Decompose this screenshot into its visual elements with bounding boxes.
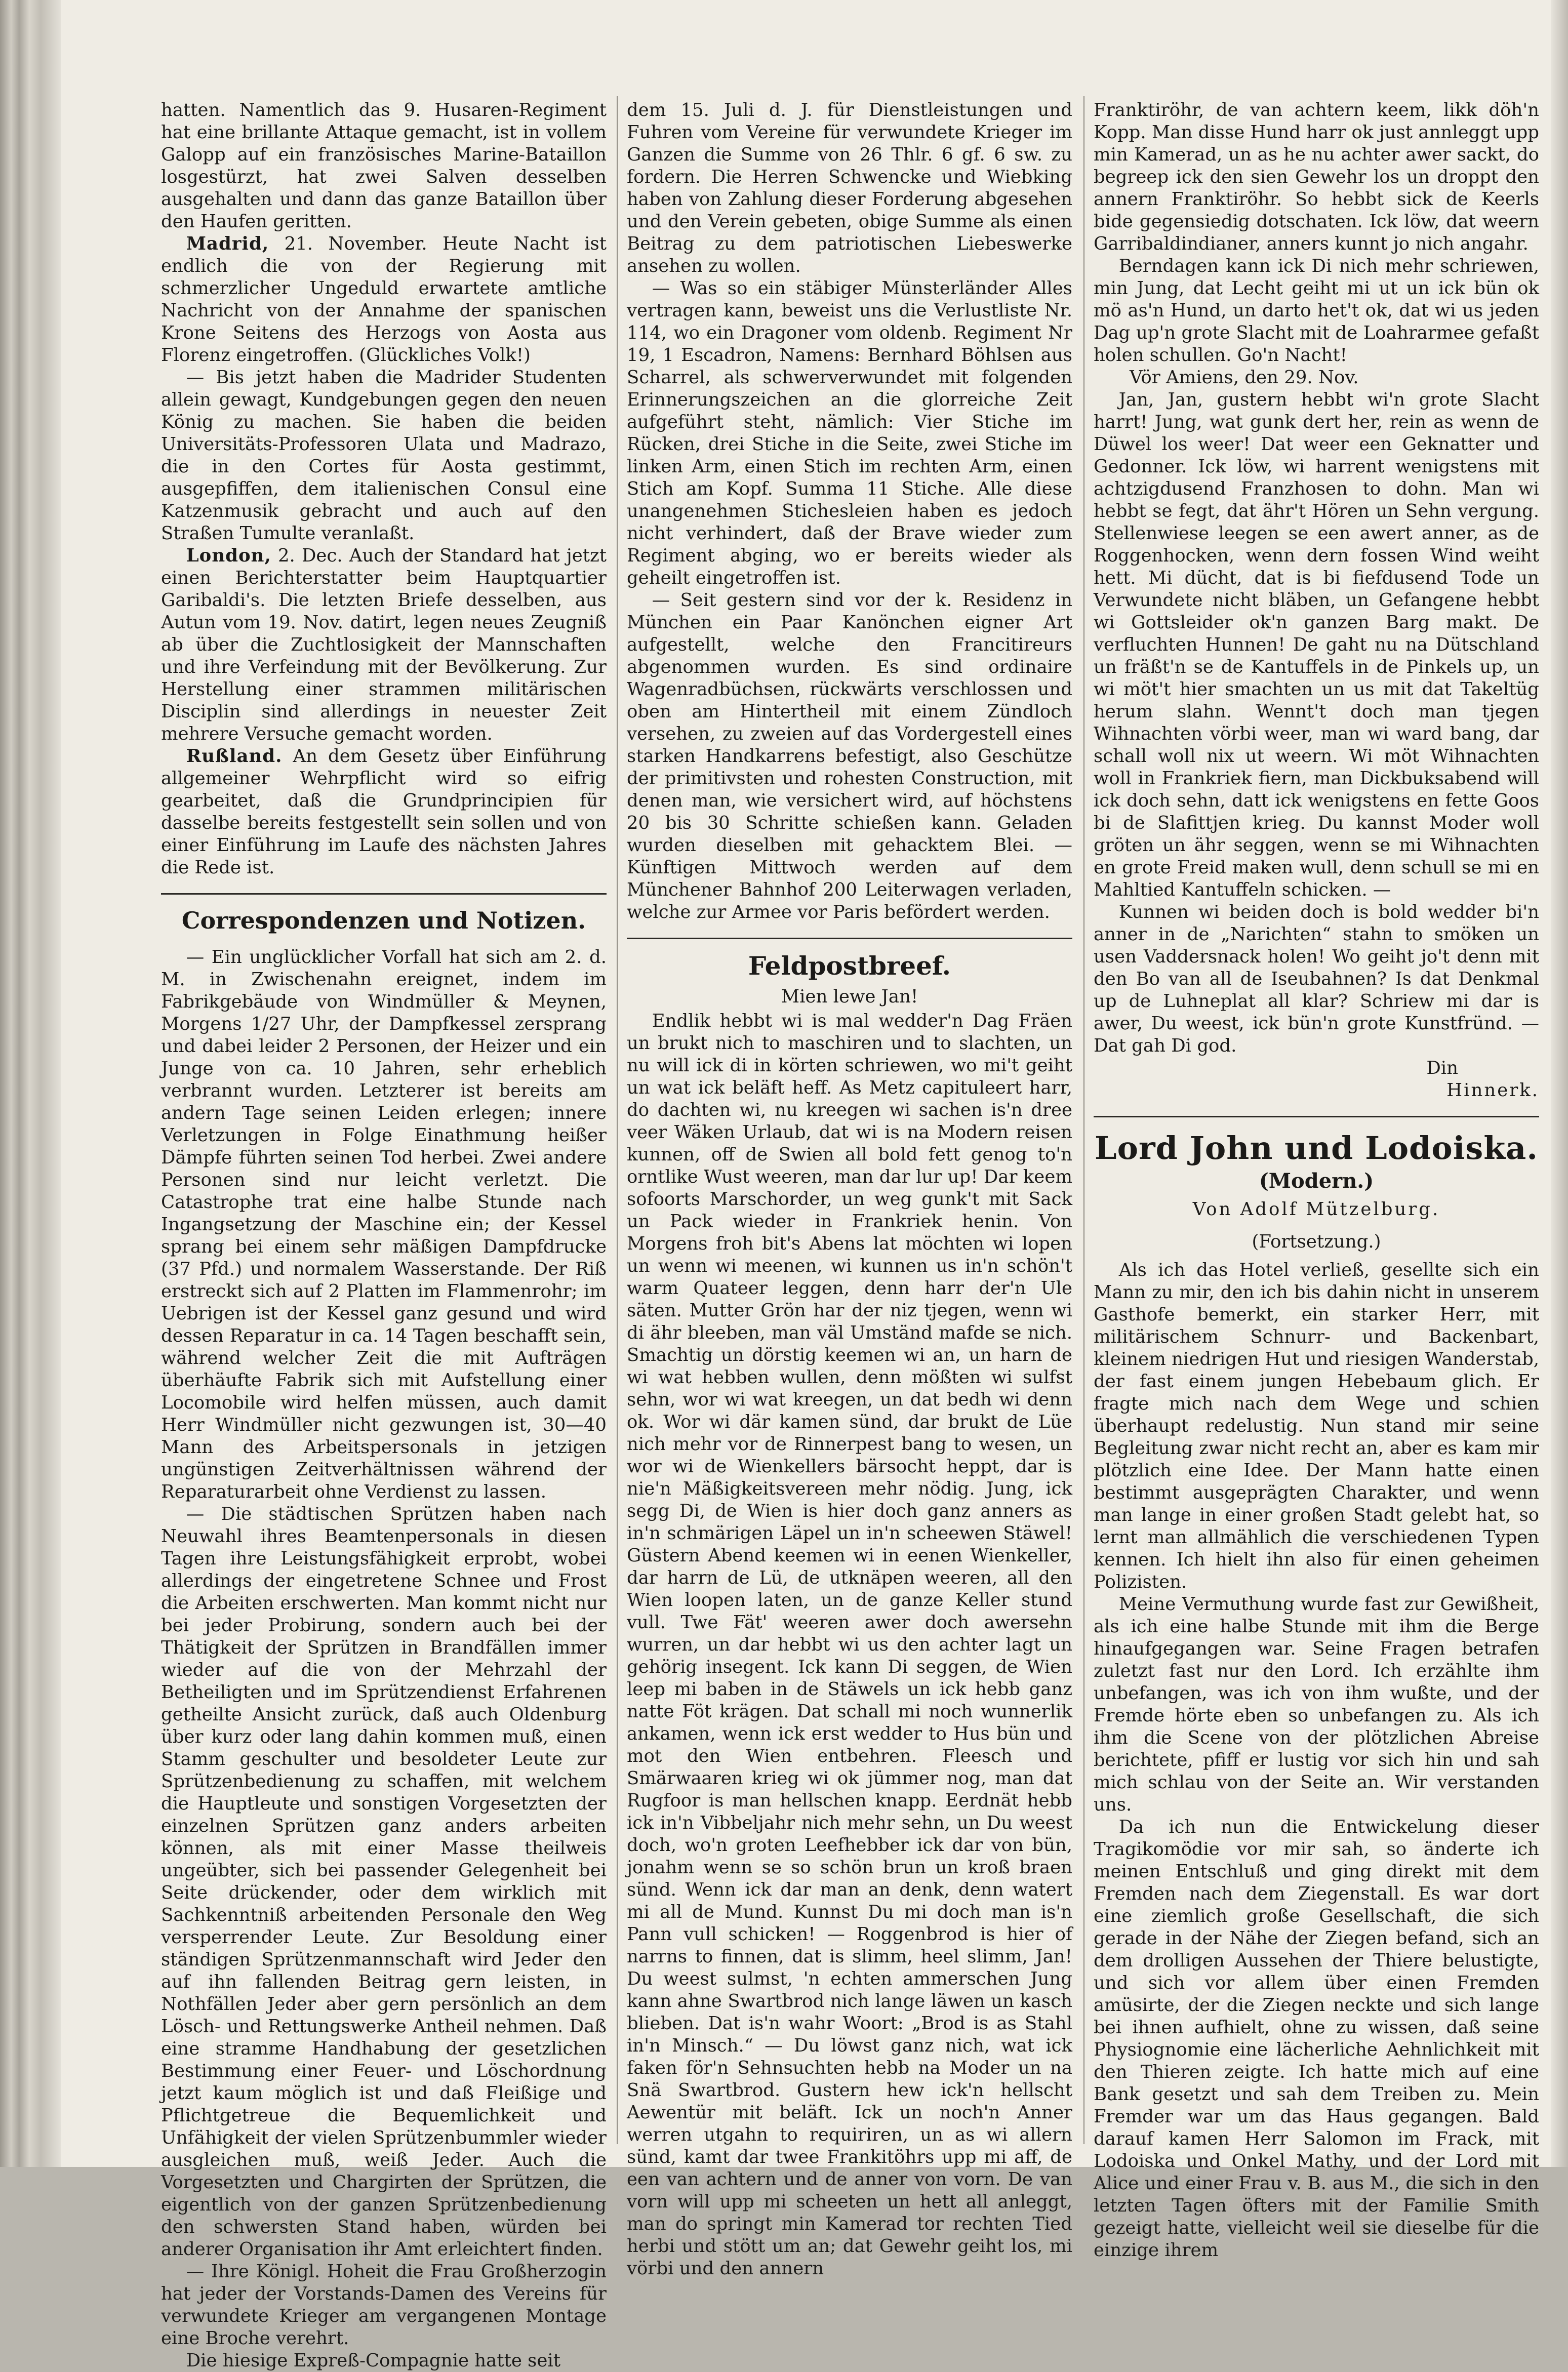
- letter-heading: Feldpostbreef.: [748, 951, 951, 981]
- story-continuation-note: (Fortsetzung.): [1252, 1231, 1381, 1252]
- story-subtitle: (Modern.): [1259, 1169, 1374, 1193]
- notice-paragraph: dem 15. Juli d. J. für Dienstleistungen und Fuhren vom Vereine für verwundete Krieger im Ganzen die Summe von 26 Thlr. 6 gf. 6 sw. zu fordern. Die Herren Schwencke und Wiebking haben von Zahlung dieser Forderung abgesehen und den Verein gebeten, obige Summe als einen Beitrag zu dem patriotischen Liebeswerke ansehen zu wollen.: [627, 100, 1072, 276]
- letter-paragraph: Jan, Jan, gustern hebbt wi'n grote Slacht harrt! Jung, wat gunk dert her, rein as wenn de Düwel los weer! Dat weer een Geknatter und Gedonner. Ick löw, wi harrent wenigstens mit achtzigdusend Franzhosen to dohn. Man wi hebbt se fegt, dat ähr't Hören un Sehn vergung. Stellenwiese leegen se een awert anner, as de Roggenhocken, wenn dern fossen Wind weiht hett. Mi dücht, dat is bi fiefdusend Tode un Verwundete nicht bläben, un Gefangene hebbt wi Gottsleider ok'n ganzen Barg makt. De verfluchten Hunnen! De gaht nu na Dütschland un fräßt'n se de Kantuffels in de Pinkels up, un wi möt't hier smachten un us mit dat Takeltüg herum slahn. Wennt't doch man tjegen Wihnachten vörbi weer, man wi ward bang, dar schall woll nix ut weern. Wi möt Wihnachten woll in Frankriek fiern, man Dickbuksabend will ick doch sehn, datt ick wenigstens en fette Goos bi de Slafittjen krieg. Du kannst Moder woll gröten un ähr seggen, wenn se mi Wihnachten en grote Freid maken wull, denn schull se mi en Mahltied Kantuffeln schicken. —: [1094, 389, 1539, 900]
- dateline-place: Madrid,: [186, 233, 269, 254]
- column-rule: [617, 96, 618, 2144]
- news-text: 2. Dec. Auch der Standard hat jetzt einen Berichterstatter beim Hauptquartier Garibaldi's. Die letzten Briefe desselben, aus Autun vom 19. Nov. datirt, legen neues Zeugniß ab über die Zuchtlosigkeit der Mannschaften und ihre Verfeindung mit der Bevölkerung. Zur Herstellung einer strammen militärischen Disciplin sind allerdings in neuester Zeit mehrere Versuche gemacht worden.: [161, 545, 607, 744]
- news-paragraph: — Bis jetzt haben die Madrider Studenten allein gewagt, Kundgebungen gegen den neuen König zu machen. Sie haben die beiden Universitäts-Professoren Ulata und Madrazo, die in den Cortes für Aosta gestimmt, ausgepfiffen, dem italienischen Consul eine Katzenmusik gebracht und auch auf den Straßen Tumulte veranlaßt.: [161, 367, 607, 544]
- letter-paragraph: Kunnen wi beiden doch is bold wedder bi'n anner in de „Narichten“ stahn to smöken un usen Vaddersnack holen! Wo geiht jo't denn mit den Bo van all de Iseubahnen? Is dat Denkmal up de Luhneplat all klar? Schriew mi dar is awer, Du weest, ick bün'n grote Kunstfründ. — Dat gah Di god.: [1094, 902, 1539, 1056]
- notice-paragraph: — Seit gestern sind vor der k. Residenz in München ein Paar Kanönchen eigner Art aufgestellt, welche den Francitireurs abgenommen wurden. Es sind ordinaire Wagenradbüchsen, rückwärts verschlossen und oben am Hintertheil mit einem Zündloch versehen, zu zweien auf das Vordergestell eines starken Handkarrens befestigt, also Geschütze der primitivsten und rohesten Construction, mit denen man, wie versichert wird, auf höchstens 20 bis 30 Schritte schießen kann. Geladen wurden dieselben mit gehacktem Blei. — Künftigen Mittwoch werden auf dem Münchener Bahnhof 200 Leiterwagen verladen, welche zur Armee vor Paris befördert werden.: [627, 590, 1072, 922]
- story-paragraph: Da ich nun die Entwickelung dieser Tragikomödie vor mir sah, so änderte ich meinen Entschluß und ging direkt mit dem Fremden nach dem Ziegenstall. Es war dort eine ziemlich große Gesellschaft, die sich gerade in der Nähe der Ziegen befand, sich an dem drolligen Aussehen der Thiere belustigte, und sich vor allem über einen Fremden amüsirte, der die Ziegen neckte und sich lange bei ihnen aufhielt, ohne zu wissen, daß seine Physiognomie eine lächerliche Aehnlichkeit mit den Thieren zeigte. Ich hatte mich auf eine Bank gesetzt und sah dem Treiben zu. Mein Fremder war um das Haus gegangen. Bald darauf kamen Herr Salomon im Frack, mit Lodoiska und Onkel Mathy, und der Lord mit Alice und einer Frau v. B. aus M., die sich in den letzten Tagen öfters mit der Familie Smith gezeigt hatte, vielleicht weil sie dieselbe für die einzige ihrem: [1094, 1817, 1539, 2261]
- section-divider: [1094, 1116, 1539, 1117]
- letter-paragraph: Endlik hebbt wi is mal wedder'n Dag Fräen un brukt nich to maschiren und to slachten, un nu will ick di in körten schriewen, wo mi't geiht un wat ick beläft heff. As Metz capituleert harr, do dachten wi, nu kreegen wi sachen is'n dree veer Wäken Urlaub, dat wi is na Modern reisen kunnen, off de Swien all bold fett genog to'n orntlike Wust weeren, man dar lur up! Dar keem sofoorts Marschorder, un weg gunk't mit Sack un Pack wieder in Frankriek henin. Von Morgens froh bit's Abens lat möchten wi lopen un wenn wi meenen, wi kunnen us in'n schön't warm Quateer leggen, denn harr der'n Ule säten. Mutter Grön har der niz tjegen, wenn wi di ähr bleeben, man väl Umständ mafde se nich. Smachtig un dörstig keemen wi an, un harn de wi wat hebben wullen, denn mößten wi sulfst sehn, wor wi wat kreegen, un dat bedh wi denn ok. Wor wi där kamen sünd, dar brukt de Lüe nich mehr vor de Rinnerpest bang to wesen, un wor wi de Wienkellers bärsocht heppt, dar is nie'n Mäßigkeitsvereen mehr nödig. Jung, ick segg Di, de Wien is hier doch ganz anners as in'n schmärigen Läpel un in'n scheewen Stäwel! Güstern Abend keemen wi in eenen Wienkeller, dar harrn de Lü, de utknäpen weeren, all den Wien loopen laten, un de ganze Keller stund vull. Twe Fät' weeren awer doch awersehn wurren, un dar hebbt wi us den achter lagt un gehörig insegent. Ick kann Di seggen, de Wien leep mi baben in de Stäwels un ick hebb ganz natte Föt krägen. Dat schall mi noch wunnerlik ankamen, wenn ick erst wedder to Hus bün und mot den Wien entbehren. Fleesch und Smärwaaren krieg wi ok jümmer nog, man dat Rugfoor is man hellschen knapp. Eerdnät hebb ick in'n Vibbeljahr nich mehr sehn, un Du weest doch, wo'n groten Leefhebber ick dar von bün, jonahm wenn se so schön brun un kroß braen sünd. Wenn ick dar man an denk, denn watert mi all de Mund. Kunnst Du mi doch man is'n Pann vull schicken! — Roggenbrod is hier of narrns to finnen, dat is slimm, heel slimm, Jan! Du weest sulmst, 'n echten ammerschen Jung kann ahne Swartbrod nich lange läwen un kasch blieben. Dat is'n wahr Woort: „Brod is as Stahl in'n Minsch.“ — Du löwst ganz nich, wat ick faken för'n Sehnsuchten hebb na Moder un na Snä Swartbrod. Gustern hew ick'n hellscht Aewentür mit beläft. Ick un noch'n Anner werren utgahn to requiriren, un as wi allern sünd, kamt dar twee Frankitöhrs upp mi aff, de een van achtern und de anner von vorn. De van vorn will upp mi scheeten un hett all anleggt, man do springt min Kamerad tor rechten Tied herbi und stött um an; dat Gewehr geiht los, mi vörbi und den annern: [627, 1011, 1072, 2279]
- notice-paragraph: — Was so ein stäbiger Münsterländer Alles vertragen kann, beweist uns die Verlustliste Nr. 114, wo ein Dragoner vom oldenb. Regiment Nr 19, 1 Escadron, Namens: Bernhard Böhlsen aus Scharrel, als schwerverwundet mit folgenden Erinnerungszeichen an die glorreiche Zeit aufgeführt steht, nämlich: Vier Stiche im Rücken, drei Stiche in die Seite, zwei Stiche im linken Arm, einen Stich im rechten Arm, einen Stich am Kopf. Summa 11 Stiche. Alle diese unangenehmen Stichesleien haben es jedoch nicht verhindert, daß der Brave wieder zum Regiment abging, wo er bereits wieder als geheilt eingetroffen ist.: [627, 278, 1072, 588]
- column-rule: [1083, 96, 1084, 2144]
- story-paragraph: Meine Vermuthung wurde fast zur Gewißheit, als ich eine halbe Stunde mit ihm die Berge hinaufgegangen war. Seine Fragen betrafen zuletzt fast nur den Lord. Ich erzählte ihm unbefangen, was ich von ihm wußte, und der Fremde hörte eben so unbefangen zu. Als ich ihm die Scene von der plötzlichen Abreise berichtete, pfiff er lustig vor sich hin und sah mich schlau von der Seite an. Wir verstanden uns.: [1094, 1594, 1539, 1815]
- letter-paragraph: Berndagen kann ick Di nich mehr schriewen, min Jung, dat Lecht geiht mi ut un ick bün ok mö as'n Hund, un darto het't ok, dat wi us jeden Dag up'n grote Slacht mit de Loahrarmee gefaßt holen schullen. Go'n Nacht!: [1094, 256, 1539, 366]
- news-paragraph: [161, 745, 607, 879]
- dateline-place: London,: [186, 545, 271, 566]
- story-title: Lord John und Lodoiska.: [1095, 1130, 1538, 1167]
- letter-closing: Din: [1426, 1058, 1458, 1078]
- news-paragraph: hatten. Namentlich das 9. Husaren-Regiment hat eine brillante Attaque gemacht, ist in vollem Galopp auf ein französisches Marine-Bataillon losgestürzt, hat zwei Salven desselben ausgehalten und dann das ganze Bataillon über den Haufen geritten.: [161, 100, 607, 232]
- story-author: Von Adolf Mützelburg.: [1192, 1199, 1440, 1220]
- news-paragraph: [161, 545, 607, 745]
- notice-paragraph: — Ein unglücklicher Vorfall hat sich am 2. d. M. in Zwischenahn ereignet, indem im Fabrikgebäude von Windmüller & Meynen, Morgens 1/27 Uhr, der Dampfkessel zersprang und dabei leider 2 Personen, der Heizer und ein Junge von ca. 10 Jahren, sehr erheblich verbrannt wurden. Letzterer ist bereits am andern Tage seinen Leiden erlegen; innere Verletzungen in Folge Einathmung heißer Dämpfe führten seinen Tod herbei. Zwei andere Personen sind nur leicht verletzt. Die Catastrophe trat eine halbe Stunde nach Ingangsetzung der Maschine ein; der Kessel sprang bei einem sehr mäßigen Dampfdrucke (37 Pfd.) und normalem Wasserstande. Der Riß erstreckt sich auf 2 Platten im Flammenrohr; im Uebrigen ist der Kessel ganz gesund und wird dessen Reparatur in ca. 14 Tagen beschafft sein, während welcher Zeit die mit Aufträgen überhäufte Fabrik sich mit Aufstellung einer Locomobile wird helfen müssen, auch damit Herr Windmüller nicht gezwungen ist, 30—40 Mann des Arbeitspersonals in jetzigen ungünstigen Zeitverhältnissen während der Reparaturarbeit ohne Verdienst zu lassen.: [161, 947, 607, 1502]
- book-binding: [0, 0, 61, 2167]
- column-1: [161, 99, 607, 2371]
- news-text: An dem Gesetz über Einführung allgemeiner Wehrpflicht wird so eifrig gearbeitet, daß die Grundprincipien für dasselbe bereits festgestellt sein sollen und von einer Einführung im Laufe des nächsten Jahres die Rede ist.: [161, 746, 607, 878]
- notice-paragraph: — Die städtischen Sprützen haben nach Neuwahl ihres Beamtenpersonals in diesen Tagen ihre Leistungsfähigkeit erprobt, wobei allerdings der eingetretene Schnee und Frost die Arbeiten erschwerten. Man kommt nicht nur bei jeder Probirung, sondern auch bei der Thätigkeit der Sprützen in Brandfällen immer wieder auf die von der Mehrzahl der Betheiligten und im Sprützendienst Erfahrenen getheilte Ansicht zurück, daß auch Oldenburg über kurz oder lang dahin kommen muß, einen Stamm geschulter und besoldeter Leute zur Sprützenbedienung zu schaffen, mit welchem die Hauptleute und sonstigen Vorgesetzten der einzelnen Sprützen ganz anders arbeiten können, als mit einer Masse theilweis ungeübter, sich bei passender Gelegenheit bei Seite drückender, oder dem wirklich mit Sachkenntniß arbeitenden Personale den Weg versperrender Leute. Zur Besoldung einer ständigen Sprützenmannschaft wird Jeder den auf ihn fallenden Beitrag gern leisten, in Nothfällen Jeder aber gern persönlich an dem Lösch- und Rettungswerke Antheil nehmen. Daß eine stramme Handhabung der gesetzlichen Bestimmung einer Feuer- und Löschordnung jetzt kaum möglich ist und daß Fleißige und Pflichtgetreue die Bequemlichkeit und Unfähigkeit der vielen Sprützenbummler wieder ausgleichen muß, weiß Jeder. Auch die Vorgesetzten und Chargirten der Sprützen, die eigentlich von der ganzen Sprützenbedienung den schwersten Stand haben, würden bei anderer Organisation ihr Amt erleichtert finden.: [161, 1504, 607, 2260]
- news-paragraph: [161, 233, 607, 367]
- dateline-place: Rußland.: [186, 746, 283, 767]
- story-paragraph: Als ich das Hotel verließ, gesellte sich ein Mann zu mir, den ich bis dahin nicht in unserem Gasthofe bemerkt, ein starker Herr, mit militärischem Schnurr- und Backenbart, kleinem niedrigen Hut und riesigen Wanderstab, der fast einem jungen Hebebaum glich. Er fragte mich nach dem Wege und schien überhaupt redelustig. Nun stand mir seine Begleitung zwar nicht recht an, aber es kam mir plötzlich eine Idee. Der Mann hatte einen bestimmt ausgeprägten Charakter, und wenn man lange in einer großen Stadt gelebt hat, so lernt man allmählich die verschiedenen Typen kennen. Ich hielt ihn also für einen geheimen Polizisten.: [1094, 1260, 1539, 1592]
- section-divider: [161, 893, 607, 895]
- letter-greeting: Mien lewe Jan!: [781, 986, 918, 1007]
- letter-dateline: Vör Amiens, den 29. Nov.: [1130, 367, 1359, 388]
- notice-paragraph: — Ihre Königl. Hoheit die Frau Großherzogin hat jeder der Vorstands-Damen des Vereins für verwundete Krieger am vergangenen Montage eine Broche verehrt.: [161, 2261, 607, 2349]
- notice-paragraph: Die hiesige Expreß-Compagnie hatte seit: [186, 2350, 560, 2371]
- page-edge: [1551, 0, 1568, 2167]
- news-text: 21. November. Heute Nacht ist endlich die von der Regierung mit schmerzlicher Ungeduld erwartete amtliche Nachricht von der Annahme der spanischen Krone Seitens des Herzogs von Aosta aus Florenz eingetroffen. (Glückliches Volk!): [161, 233, 607, 366]
- section-heading: Correspondenzen und Notizen.: [181, 907, 586, 934]
- column-3: [1094, 99, 1539, 2261]
- letter-paragraph: Franktiröhr, de van achtern keem, likk döh'n Kopp. Man disse Hund harr ok just annleggt upp min Kamerad, un as he nu achter awer sackt, do begreep ick den sien Gewehr los un droppt den annern Franktiröhr. So hebbt sick de Keerls bide gegensiedig dotschaten. Ick löw, dat weern Garribaldindianer, anners kunnt jo nich angahr.: [1094, 100, 1539, 254]
- letter-signature: Hinnerk.: [1446, 1080, 1539, 1101]
- column-2: [627, 99, 1072, 2279]
- section-divider: [627, 938, 1072, 939]
